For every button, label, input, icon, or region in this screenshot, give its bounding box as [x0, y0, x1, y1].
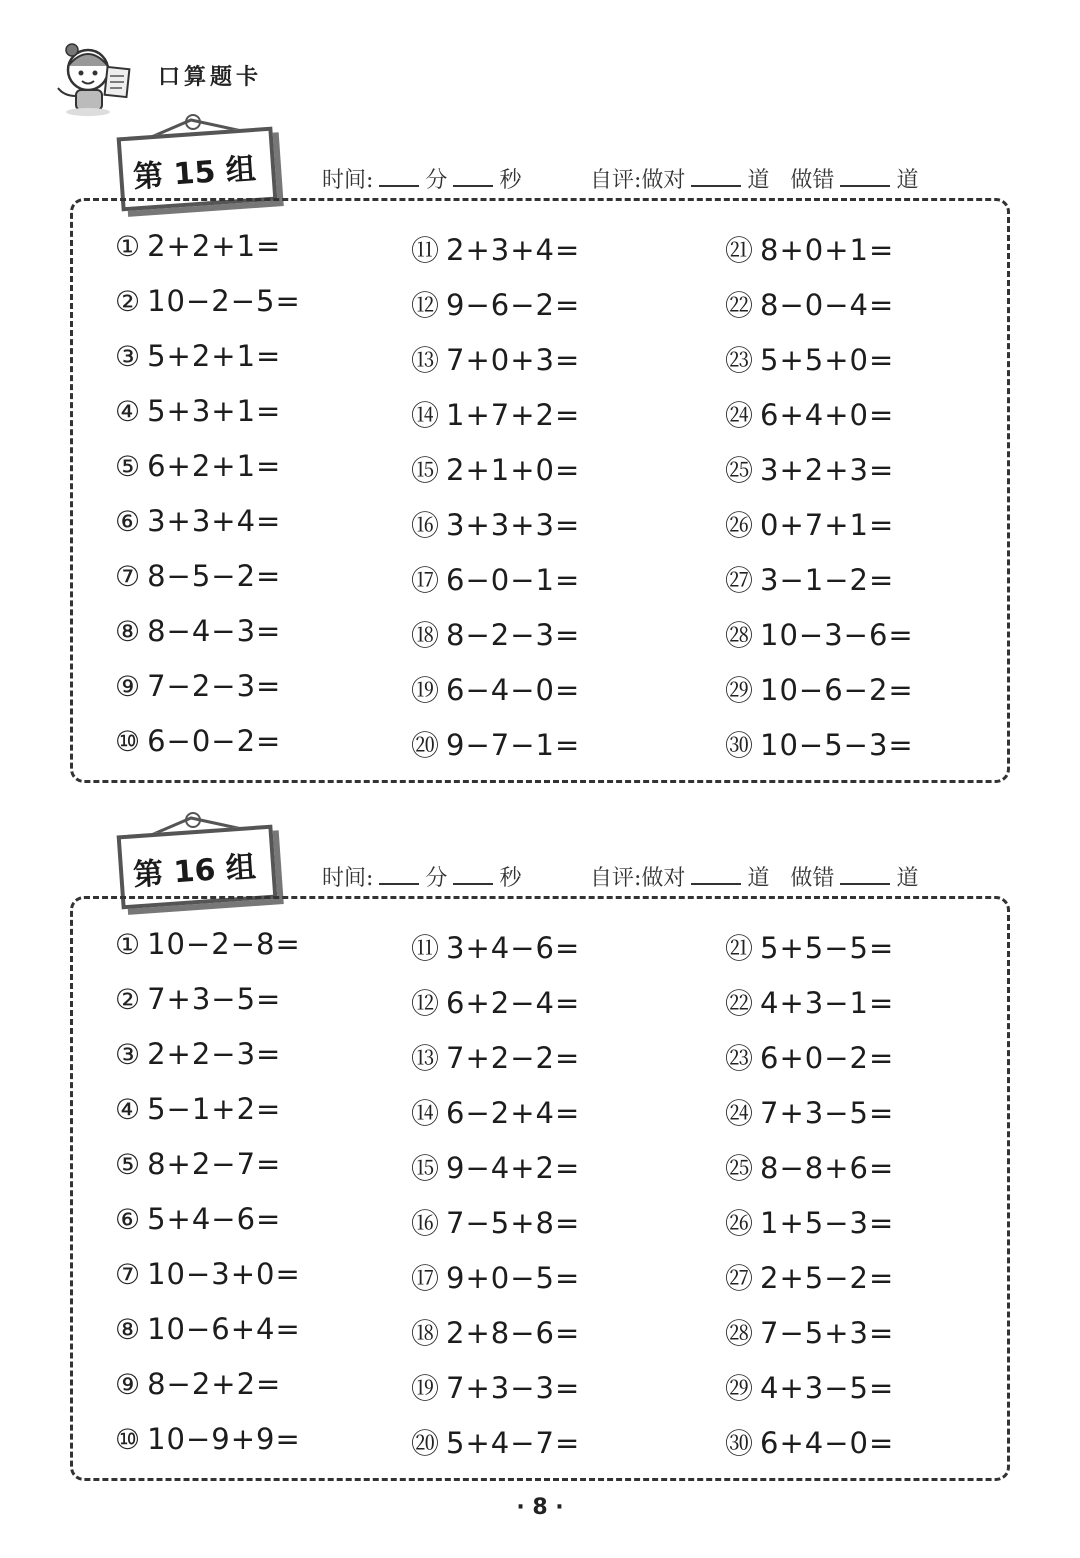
problem-expression: 7+2−2=: [446, 1041, 581, 1075]
page-number: · 8 ·: [516, 1495, 564, 1520]
problem-number: ⑮: [411, 454, 441, 487]
problem-expression: 10−3+0=: [147, 1257, 301, 1291]
wrong-unit: 道: [896, 168, 919, 193]
problem-expression: 8−2+2=: [147, 1367, 282, 1401]
correct-unit: 道: [747, 866, 770, 891]
problem-number: ②: [115, 983, 142, 1016]
problem-item[interactable]: [411, 982, 580, 1022]
problem-item[interactable]: [115, 1312, 301, 1346]
problem-item[interactable]: [115, 339, 281, 373]
problem-number: ⑭: [411, 1097, 441, 1130]
problem-expression: 10−6+4=: [147, 1312, 301, 1346]
self-eval-field: [590, 163, 918, 194]
problem-item[interactable]: [411, 1147, 580, 1187]
problem-item[interactable]: [411, 1037, 580, 1077]
group-sign: [115, 114, 285, 204]
problem-item[interactable]: [725, 1147, 894, 1187]
problem-expression: 4+3−5=: [760, 1371, 895, 1405]
problem-item[interactable]: [725, 284, 894, 324]
problem-number: ⑧: [115, 1313, 142, 1346]
problem-number: ㉖: [725, 1207, 755, 1240]
problem-box-16: [70, 896, 1010, 1481]
book-title: 口算题卡: [158, 65, 263, 90]
seconds-blank[interactable]: [453, 167, 493, 187]
problem-expression: 10−2−8=: [147, 927, 301, 961]
problem-expression: 2+2+1=: [147, 229, 282, 263]
problem-expression: 9−4+2=: [446, 1151, 581, 1185]
problem-expression: 6+0−2=: [760, 1041, 895, 1075]
problem-number: ⑫: [411, 987, 441, 1020]
problem-number: ㉓: [725, 344, 755, 377]
problem-expression: 8−5−2=: [147, 559, 282, 593]
problem-expression: 1+5−3=: [760, 1206, 895, 1240]
group-title: 第 16 组: [132, 849, 257, 894]
problem-expression: 2+3+4=: [446, 233, 581, 267]
problem-number: ②: [115, 285, 142, 318]
problem-number: ⑭: [411, 399, 441, 432]
problem-item[interactable]: [115, 1257, 301, 1291]
wrong-blank[interactable]: [840, 865, 890, 885]
problem-number: ㉘: [725, 1317, 755, 1350]
problem-expression: 2+2−3=: [147, 1037, 282, 1071]
problem-expression: 8+0+1=: [760, 233, 895, 267]
problem-item[interactable]: [725, 1092, 894, 1132]
problem-item[interactable]: [115, 1202, 281, 1236]
problem-number: ⑯: [411, 1207, 441, 1240]
problem-number: ⑦: [115, 560, 142, 593]
problem-expression: 8−4−3=: [147, 614, 282, 648]
problem-item[interactable]: [411, 1257, 580, 1297]
problem-expression: 5−1+2=: [147, 1092, 282, 1126]
problem-number: ㉙: [725, 1372, 755, 1405]
problem-expression: 6−4−0=: [446, 673, 581, 707]
problem-number: ①: [115, 230, 142, 263]
problem-number: ⑨: [115, 1368, 142, 1401]
problem-item[interactable]: [115, 1092, 281, 1126]
problem-number: ⑲: [411, 674, 441, 707]
problem-item[interactable]: [725, 1037, 894, 1077]
problem-number: ①: [115, 928, 142, 961]
problem-number: ⑥: [115, 505, 142, 538]
problem-number: ⑫: [411, 289, 441, 322]
problem-expression: 5+5+0=: [760, 343, 895, 377]
correct-unit: 道: [747, 168, 770, 193]
problem-item[interactable]: [411, 1422, 580, 1462]
problem-number: ⑳: [411, 729, 441, 762]
problem-item[interactable]: [725, 982, 894, 1022]
problem-number: ⑪: [411, 234, 441, 267]
problem-expression: 7−5+3=: [760, 1316, 895, 1350]
problem-item[interactable]: [411, 614, 580, 654]
problem-number: ㉗: [725, 1262, 755, 1295]
problem-item[interactable]: [725, 614, 914, 654]
problem-expression: 6+2+1=: [147, 449, 282, 483]
problem-expression: 2+5−2=: [760, 1261, 895, 1295]
problem-expression: 10−2−5=: [147, 284, 301, 318]
problem-item[interactable]: [411, 1092, 580, 1132]
problem-expression: 5+5−5=: [760, 931, 895, 965]
problem-item[interactable]: [725, 449, 894, 489]
correct-blank[interactable]: [691, 167, 741, 187]
problem-number: ㉕: [725, 454, 755, 487]
problem-number: ⑦: [115, 1258, 142, 1291]
problem-item[interactable]: [411, 1202, 580, 1242]
problem-number: ㉑: [725, 932, 755, 965]
self-eval-field: [590, 861, 918, 892]
problem-item[interactable]: [115, 504, 281, 538]
problem-item[interactable]: [115, 394, 281, 428]
problem-expression: 6−0−1=: [446, 563, 581, 597]
minute-label: 分: [425, 866, 448, 891]
group-title: 第 15 组: [132, 151, 257, 196]
problem-expression: 10−5−3=: [760, 728, 914, 762]
minute-label: 分: [425, 168, 448, 193]
problem-item[interactable]: [725, 504, 894, 544]
wrong-label: 做错: [790, 866, 835, 891]
problem-number: ⑤: [115, 1148, 142, 1181]
problem-number: ⑱: [411, 619, 441, 652]
problem-expression: 10−6−2=: [760, 673, 914, 707]
problem-item[interactable]: [725, 229, 894, 269]
problem-expression: 7+0+3=: [446, 343, 581, 377]
problem-expression: 5+2+1=: [147, 339, 282, 373]
problem-item[interactable]: [725, 1312, 894, 1352]
problem-item[interactable]: [115, 614, 281, 648]
problem-number: ㉗: [725, 564, 755, 597]
problem-expression: 5+3+1=: [147, 394, 282, 428]
problem-item[interactable]: [411, 669, 580, 709]
problem-item[interactable]: [411, 504, 580, 544]
problem-expression: 1+7+2=: [446, 398, 581, 432]
problem-item[interactable]: [115, 927, 301, 961]
problem-item[interactable]: [411, 1312, 580, 1352]
problem-number: ⑧: [115, 615, 142, 648]
problem-item[interactable]: [115, 669, 281, 703]
problem-item[interactable]: [725, 1367, 894, 1407]
problem-expression: 8−0−4=: [760, 288, 895, 322]
wrong-blank[interactable]: [840, 167, 890, 187]
wrong-unit: 道: [896, 866, 919, 891]
eval-label: 自评:做对: [590, 168, 686, 193]
problem-item[interactable]: [411, 1367, 580, 1407]
problem-number: ⑬: [411, 1042, 441, 1075]
problem-expression: 2+8−6=: [446, 1316, 581, 1350]
problem-expression: 7+3−3=: [446, 1371, 581, 1405]
problem-expression: 2+1+0=: [446, 453, 581, 487]
problem-number: ⑲: [411, 1372, 441, 1405]
problem-item[interactable]: [725, 394, 894, 434]
problem-item[interactable]: [115, 284, 301, 318]
problem-expression: 7+3−5=: [760, 1096, 895, 1130]
problem-number: ⑱: [411, 1317, 441, 1350]
problem-expression: 4+3−1=: [760, 986, 895, 1020]
problem-item[interactable]: [115, 1147, 281, 1181]
problem-number: ④: [115, 1093, 142, 1126]
problem-number: ㉒: [725, 289, 755, 322]
time-field: [322, 861, 521, 892]
problem-number: ㉒: [725, 987, 755, 1020]
time-label: 时间:: [322, 866, 374, 891]
problem-number: ㉕: [725, 1152, 755, 1185]
problem-expression: 8+2−7=: [147, 1147, 282, 1181]
problem-expression: 3+4−6=: [446, 931, 581, 965]
problem-number: ㉔: [725, 399, 755, 432]
problem-number: ⑤: [115, 450, 142, 483]
problem-item[interactable]: [115, 1422, 301, 1456]
minutes-blank[interactable]: [379, 865, 419, 885]
problem-number: ④: [115, 395, 142, 428]
problem-number: ⑥: [115, 1203, 142, 1236]
problem-expression: 7−2−3=: [147, 669, 282, 703]
problem-expression: 6+2−4=: [446, 986, 581, 1020]
problem-expression: 7−5+8=: [446, 1206, 581, 1240]
problem-item[interactable]: [725, 669, 914, 709]
problem-expression: 7+3−5=: [147, 982, 282, 1016]
problem-number: ⑪: [411, 932, 441, 965]
problem-expression: 6+4+0=: [760, 398, 895, 432]
problem-item[interactable]: [411, 394, 580, 434]
problem-number: ㉚: [725, 1427, 755, 1460]
second-label: 秒: [499, 866, 522, 891]
problem-number: ㉑: [725, 234, 755, 267]
eval-label: 自评:做对: [590, 866, 686, 891]
problem-expression: 5+4−7=: [446, 1426, 581, 1460]
problem-item[interactable]: [725, 1422, 894, 1462]
problem-number: ⑩: [115, 1423, 142, 1456]
problem-item[interactable]: [411, 229, 580, 269]
mascot-illustration: [50, 40, 140, 118]
problem-expression: 9−6−2=: [446, 288, 581, 322]
problem-item[interactable]: [411, 339, 580, 379]
problem-expression: 6−0−2=: [147, 724, 282, 758]
time-label: 时间:: [322, 168, 374, 193]
problem-expression: 9−7−1=: [446, 728, 581, 762]
problem-expression: 9+0−5=: [446, 1261, 581, 1295]
problem-expression: 8−8+6=: [760, 1151, 895, 1185]
second-label: 秒: [499, 168, 522, 193]
problem-item[interactable]: [115, 982, 281, 1016]
problem-expression: 8−2−3=: [446, 618, 581, 652]
problem-item[interactable]: [411, 724, 580, 764]
problem-expression: 3−1−2=: [760, 563, 895, 597]
problem-expression: 10−3−6=: [760, 618, 914, 652]
problem-item[interactable]: [411, 559, 580, 599]
problem-item[interactable]: [725, 339, 894, 379]
problem-number: ㉚: [725, 729, 755, 762]
problem-item[interactable]: [115, 449, 281, 483]
problem-item[interactable]: [725, 724, 914, 764]
problem-item[interactable]: [725, 1202, 894, 1242]
problem-item[interactable]: [115, 724, 281, 758]
problem-expression: 0+7+1=: [760, 508, 895, 542]
problem-number: ③: [115, 1038, 142, 1071]
problem-expression: 6−2+4=: [446, 1096, 581, 1130]
problem-item[interactable]: [411, 284, 580, 324]
problem-number: ㉔: [725, 1097, 755, 1130]
minutes-blank[interactable]: [379, 167, 419, 187]
correct-blank[interactable]: [691, 865, 741, 885]
problem-expression: 3+2+3=: [760, 453, 895, 487]
problem-item[interactable]: [411, 449, 580, 489]
problem-number: ㉘: [725, 619, 755, 652]
problem-number: ⑰: [411, 1262, 441, 1295]
wrong-label: 做错: [790, 168, 835, 193]
problem-number: ⑨: [115, 670, 142, 703]
problem-expression: 5+4−6=: [147, 1202, 282, 1236]
problem-number: ⑯: [411, 509, 441, 542]
problem-number: ⑩: [115, 725, 142, 758]
time-field: [322, 163, 521, 194]
problem-expression: 3+3+4=: [147, 504, 282, 538]
seconds-blank[interactable]: [453, 865, 493, 885]
problem-item[interactable]: [725, 927, 894, 967]
problem-item[interactable]: [115, 559, 281, 593]
problem-expression: 10−9+9=: [147, 1422, 301, 1456]
problem-number: ㉓: [725, 1042, 755, 1075]
problem-box-15: [70, 198, 1010, 783]
problem-number: ⑰: [411, 564, 441, 597]
problem-number: ③: [115, 340, 142, 373]
problem-item[interactable]: [115, 1037, 281, 1071]
problem-expression: 6+4−0=: [760, 1426, 895, 1460]
group-sign: [115, 812, 285, 902]
problem-number: ⑬: [411, 344, 441, 377]
problem-number: ㉖: [725, 509, 755, 542]
problem-item[interactable]: [411, 927, 580, 967]
problem-item[interactable]: [115, 229, 281, 263]
problem-number: ⑳: [411, 1427, 441, 1460]
problem-number: ⑮: [411, 1152, 441, 1185]
problem-number: ㉙: [725, 674, 755, 707]
problem-item[interactable]: [725, 1257, 894, 1297]
problem-item[interactable]: [725, 559, 894, 599]
problem-item[interactable]: [115, 1367, 281, 1401]
problem-expression: 3+3+3=: [446, 508, 581, 542]
